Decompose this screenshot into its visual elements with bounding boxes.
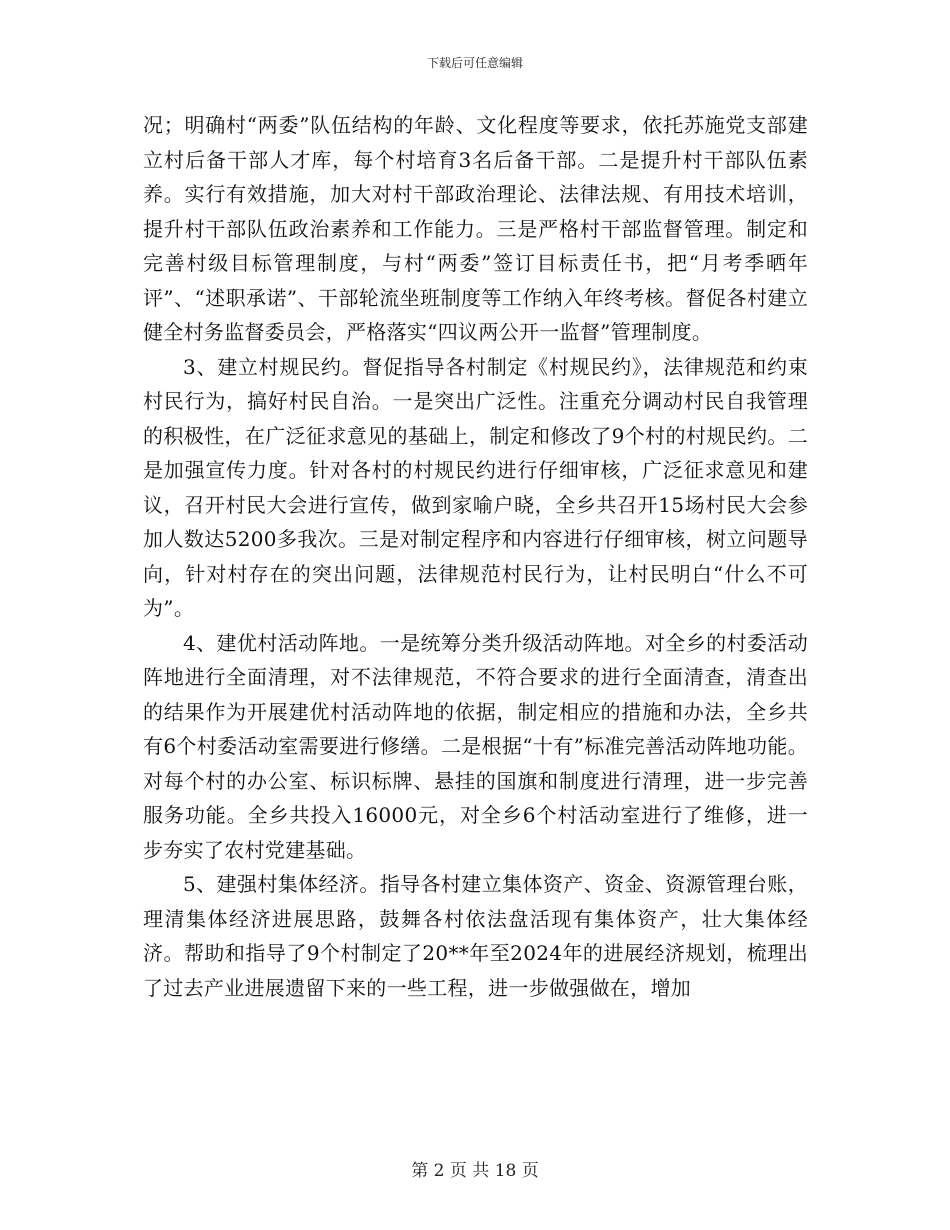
paragraph: 4、建优村活动阵地。一是统筹分类升级活动阵地。对全乡的村委活动阵地进行全面清理，对不法律规范，不符合要求的进行全面清查，清查出的结果作为开展建优村活动阵地的依据，制定相应的措施和办法，全乡共有6个村委活动室需要进行修缮。二是根据“十有”标准完善活动阵地功能。对每个村的办公室、标识标牌、悬挂的国旗和制度进行清理，进一步完善服务功能。全乡共投入16000元，对全乡6个村活动室进行了维修，进一步夯实了农村党建基础。 <box>143 630 808 862</box>
page-header: 下载后可任意编辑 <box>426 56 523 70</box>
paragraph: 5、建强村集体经济。指导各村建立集体资产、资金、资源管理台账，理清集体经济进展思路，鼓舞各村依法盘活现有集体资产，壮大集体经济。帮助和指导了9个村制定了20**年至2024年的进展经济规划，梳理出了过去产业进展遗留下来的一些工程，进一步做强做在，增加 <box>143 872 808 1000</box>
paragraph: 况；明确村“两委”队伍结构的年龄、文化程度等要求，依托苏施党支部建立村后备干部人才库，每个村培育3名后备干部。二是提升村干部队伍素养。实行有效措施，加大对村干部政治理论、法律法规、有用技术培训，提升村干部队伍政治素养和工作能力。三是严格村干部监督管理。制定和完善村级目标管理制度，与村“两委”签订目标责任书，把“月考季晒年评”、“述职承诺”、干部轮流坐班制度等工作纳入年终考核。督促各村建立健全村务监督委员会，严格落实“四议两公开一监督”管理制度。 <box>143 113 808 344</box>
document-body <box>143 108 808 1005</box>
page-footer: 第 2 页 共 18 页 <box>411 1161 539 1181</box>
paragraph: 3、建立村规民约。督促指导各村制定《村规民约》，法律规范和约束村民行为，搞好村民自治。一是突出广泛性。注重充分调动村民自我管理的积极性，在广泛征求意见的基础上，制定和修改了9个村的村规民约。二是加强宣传力度。针对各村的村规民约进行仔细审核，广泛征求意见和建议，召开村民大会进行宣传，做到家喻户晓，全乡共召开15场村民大会参加人数达5200多我次。三是对制定程序和内容进行仔细审核，树立问题导向，针对村存在的突出问题，法律规范村民行为，让村民明白“什么不可为”。 <box>143 354 808 620</box>
